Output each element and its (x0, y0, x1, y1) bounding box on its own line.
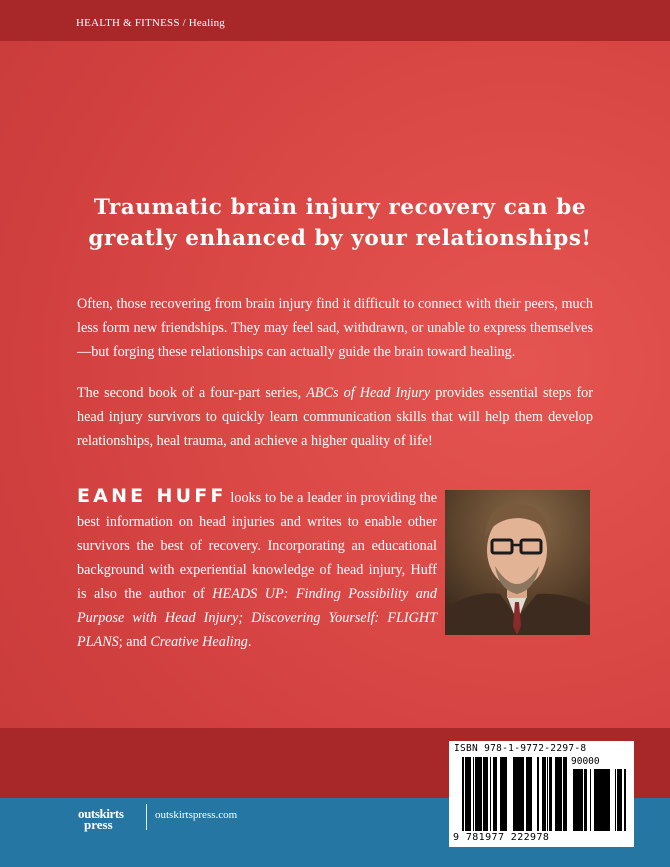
publisher-logo-line-2: press (84, 817, 113, 832)
category-label: HEALTH & FITNESS / Healing (76, 17, 226, 29)
description-paragraph-1: Often, those recovering from brain injury find it difficult to connect with their peers, much less form new friendships. They may feel sad, withdrawn, or unable to express themselves—but forging these relationships can actually guide the brain toward healing. (77, 296, 593, 360)
price-code: 90000 (571, 756, 600, 767)
top-band (0, 0, 670, 41)
bio-text-2: ; and (118, 634, 151, 650)
bio-text-3: . (247, 634, 252, 650)
headline-line-1: Traumatic brain injury recovery can be (93, 195, 587, 220)
creative-healing-title: Creative Healing (150, 634, 248, 650)
bio-text-1: looks to be a leader in providing the best information on head injuries and writes to enable other survivors the best of recovery. Incorporating an educational background with experiential knowledge of head injury, Huff is also the author of (77, 490, 437, 602)
author-photo (445, 490, 590, 635)
ean-number: 9 781977 222978 (453, 832, 550, 843)
publisher-divider (146, 804, 147, 830)
publisher-logo-line-1: outskirts (78, 806, 124, 821)
headline-line-2: greatly enhanced by your relationships! (88, 226, 592, 251)
isbn-barcode (449, 741, 634, 847)
p2-intro: The second book of a four-part series, (77, 385, 307, 401)
other-book-titles: HEADS UP: Finding Possibility and Purpose with Head Injury; Discovering Yourself: FLIGHT PLANS (77, 586, 437, 650)
isbn-number: ISBN 978-1-9772-2297-8 (454, 743, 587, 754)
author-name: EANE HUFF (77, 485, 227, 507)
headline (60, 192, 620, 254)
author-bio (77, 484, 437, 654)
series-title: ABCs of Head Injury (306, 385, 431, 401)
p2-rest: provides essential steps for head injury survivors to quickly learn communication skills that will help them develop relationships, heal trauma, and achieve a higher quality of life! (77, 385, 593, 449)
description-paragraph-2 (77, 381, 593, 453)
publisher-logo (78, 808, 124, 830)
publisher-url[interactable]: outskirtspress.com (155, 809, 238, 821)
